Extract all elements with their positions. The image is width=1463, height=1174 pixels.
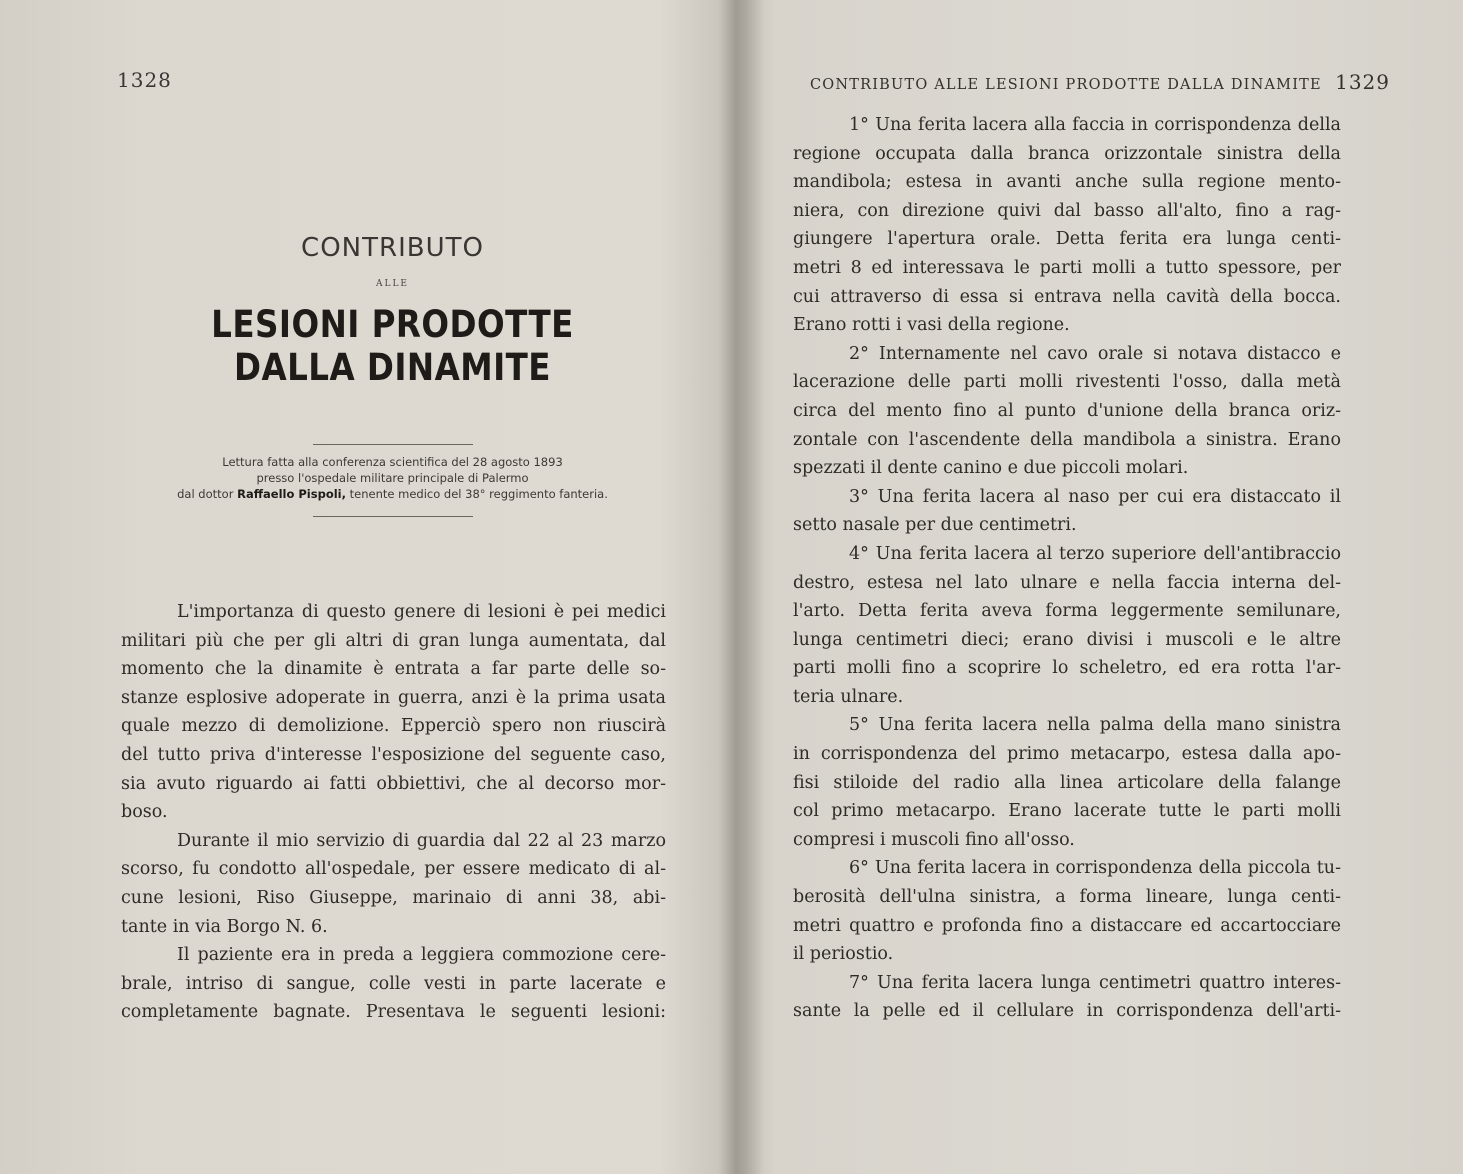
page-number-left: 1328 bbox=[117, 68, 172, 92]
left-page bbox=[0, 0, 725, 1174]
title-main: LESIONI PRODOTTE DALLA DINAMITE bbox=[211, 303, 574, 389]
body-line: il periostio. bbox=[793, 944, 894, 965]
body-line: giungere l'apertura orale. Detta ferita era lunga centi- bbox=[793, 229, 1341, 250]
lecture-line-3-post: tenente medico del 38° reggimento fanteria. bbox=[345, 487, 608, 501]
body-line: boso. bbox=[121, 802, 168, 823]
body-line: tante in via Borgo N. 6. bbox=[121, 916, 328, 937]
body-line: quale mezzo di demolizione. Epperciò spero non riuscirà bbox=[121, 716, 666, 737]
article-title-block bbox=[120, 225, 665, 517]
body-line: 5° Una ferita lacera nella palma della mano sinistra bbox=[849, 715, 1341, 736]
body-line: cune lesioni, Riso Giuseppe, marinaio di anni 38, abi- bbox=[121, 887, 666, 908]
body-line: del tutto priva d'interesse l'esposizione del seguente caso, bbox=[121, 744, 666, 765]
body-line: l'arto. Detta ferita aveva forma leggermente semilunare, bbox=[793, 601, 1341, 622]
body-line: regione occupata dalla branca orizzontale sinistra della bbox=[793, 143, 1341, 164]
body-line: fisi stiloide del radio alla linea articolare della falange bbox=[793, 772, 1341, 793]
body-line: compresi i muscoli fino all'osso. bbox=[793, 829, 1075, 850]
body-line: completamente bagnate. Presentava le seguenti lesioni: bbox=[121, 1002, 666, 1023]
body-line: lunga centimetri dieci; erano divisi i muscoli e le altre bbox=[793, 629, 1341, 650]
body-line: mandibola; estesa in avanti anche sulla regione mento- bbox=[793, 172, 1341, 193]
body-line: berosità dell'ulna sinistra, a forma lineare, lunga centi- bbox=[793, 887, 1341, 908]
body-line: cui attraverso di essa si entrava nella cavità della bocca. bbox=[793, 286, 1341, 307]
body-line: col primo metacarpo. Erano lacerate tutte le parti molli bbox=[793, 801, 1341, 822]
title-contributo: CONTRIBUTO bbox=[301, 233, 484, 263]
body-line: militari più che per gli altri di gran lunga aumentata, dal bbox=[121, 630, 666, 651]
body-line: circa del mento fino al punto d'unione della branca oriz- bbox=[793, 400, 1341, 421]
title-rule-bottom bbox=[313, 516, 473, 517]
body-line: zontale con l'ascendente della mandibola a sinistra. Erano bbox=[793, 429, 1341, 450]
left-body-text bbox=[121, 598, 666, 1027]
body-line: Durante il mio servizio di guardia dal 22 al 23 marzo bbox=[177, 830, 666, 851]
body-line: brale, intriso di sangue, colle vesti in parte lacerate e bbox=[121, 973, 666, 994]
page-number-right: 1329 bbox=[1335, 70, 1390, 94]
title-alle: ALLE bbox=[375, 279, 410, 289]
running-head bbox=[810, 70, 1390, 94]
body-line: 3° Una ferita lacera al naso per cui era distaccato il bbox=[849, 486, 1341, 507]
body-line: L'importanza di questo genere di lesioni è pei medici bbox=[177, 602, 666, 622]
title-rule-top bbox=[313, 444, 473, 445]
body-line: 7° Una ferita lacera lunga centimetri quattro interes- bbox=[849, 972, 1341, 993]
body-line: destro, estesa nel lato ulnare e nella faccia interna del- bbox=[793, 572, 1341, 593]
body-line: Erano rotti i vasi della regione. bbox=[793, 315, 1070, 336]
body-line: momento che la dinamite è entrata a far parte delle so- bbox=[121, 659, 666, 680]
lecture-note bbox=[120, 454, 665, 502]
body-line: 1° Una ferita lacera alla faccia in corrispondenza della bbox=[849, 115, 1341, 135]
lecture-author: Raffaello Pispoli, bbox=[237, 487, 346, 501]
lecture-line-1: Lettura fatta alla conferenza scientifica del 28 agosto 1893 bbox=[222, 455, 563, 469]
body-line: 6° Una ferita lacera in corrispondenza della piccola tu- bbox=[849, 858, 1341, 879]
body-line: 2° Internamente nel cavo orale si notava distacco e bbox=[849, 343, 1341, 364]
lecture-line-3 bbox=[120, 486, 665, 502]
body-line: spezzati il dente canino e due piccoli molari. bbox=[793, 458, 1189, 479]
body-line: sante la pelle ed il cellulare in corrispondenza dell'arti- bbox=[793, 1001, 1341, 1022]
lecture-line-3-pre: dal dottor bbox=[177, 487, 238, 501]
body-line: niera, con direzione quivi dal basso all'alto, fino a rag- bbox=[793, 200, 1341, 221]
body-line: setto nasale per due centimetri. bbox=[793, 515, 1077, 536]
body-line: parti molli fino a scoprire lo scheletro, ed era rotta l'ar- bbox=[793, 658, 1341, 679]
body-line: 4° Una ferita lacera al terzo superiore dell'antibraccio bbox=[849, 543, 1341, 564]
right-body-text bbox=[793, 111, 1341, 1026]
body-line: Il paziente era in preda a leggiera commozione cere- bbox=[177, 945, 666, 966]
body-line: sia avuto riguardo ai fatti obbiettivi, che al decorso mor- bbox=[121, 773, 666, 794]
body-line: teria ulnare. bbox=[793, 686, 904, 707]
running-head-title: CONTRIBUTO ALLE LESIONI PRODOTTE DALLA DINAMITE bbox=[810, 77, 1322, 93]
body-line: scorso, fu condotto all'ospedale, per essere medicato di al- bbox=[121, 859, 666, 880]
body-line: metri 8 ed interessava le parti molli a tutto spessore, per bbox=[793, 257, 1341, 278]
lecture-line-2: presso l'ospedale militare principale di Palermo bbox=[256, 471, 529, 485]
body-line: in corrispondenza del primo metacarpo, estesa dalla apo- bbox=[793, 744, 1341, 765]
body-line: stanze esplosive adoperate in guerra, anzi è la prima usata bbox=[121, 687, 666, 708]
body-line: metri quattro e profonda fino a distaccare ed accartocciare bbox=[793, 915, 1341, 936]
body-line: lacerazione delle parti molli rivestenti l'osso, dalla metà bbox=[793, 372, 1341, 393]
